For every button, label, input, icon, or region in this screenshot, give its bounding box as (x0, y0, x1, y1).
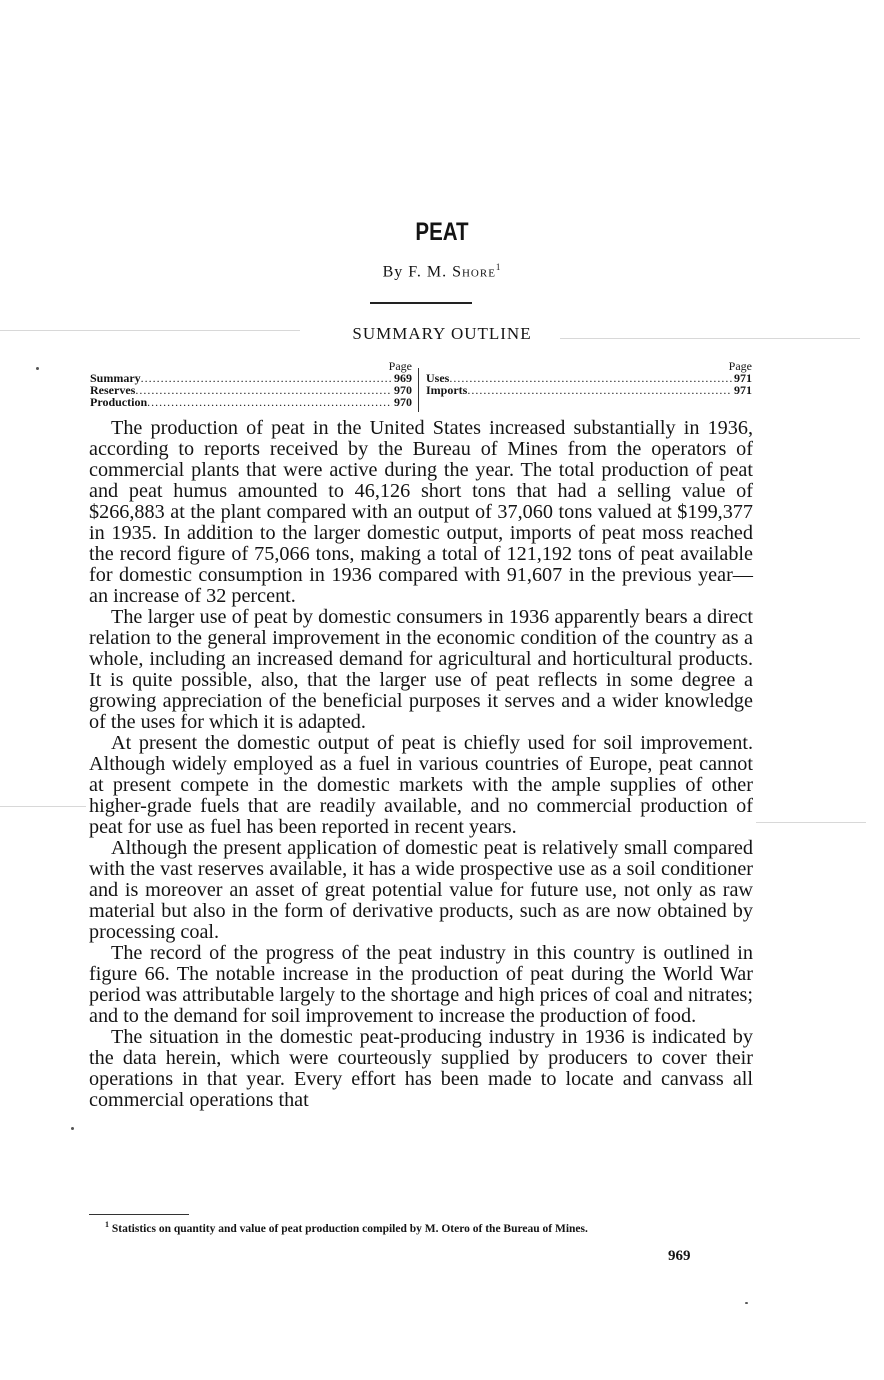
paragraph: The production of peat in the United States increased substantially in 1936, according to reports received by the Bureau of Mines from the operators of commercial plants that were active during the year. The total production of peat and peat humus amounted to 46,126 short tons that had a selling value of $266,883 at the plant compared with an output of 37,060 tons valued at $199,377 in 1935. In addition to the larger domestic output, imports of peat moss reached the record figure of 75,066 tons, making a total of 121,192 tons of peat available for domestic consumption in 1936 compared with 91,607 in the previous year—an increase of 32 percent. (89, 417, 753, 607)
outline-page-header: Page (388, 359, 412, 373)
byline-footnote-mark: 1 (495, 262, 502, 272)
leader-dots (147, 396, 392, 408)
page-number: 969 (668, 1248, 691, 1264)
outline-item-label: Production (90, 395, 148, 409)
outline-item-label: Uses (426, 371, 450, 385)
scan-artifact-line (0, 330, 300, 331)
author-surname: Shore (452, 263, 496, 281)
paragraph: The situation in the domestic peat-producing industry in 1936 is indicated by the data herein, which were courteously supplied by producers to cover their operations in that year. Every effort has been made to locate and canvass all commercial operations that (89, 1026, 753, 1111)
footnote-divider (89, 1214, 189, 1215)
outline-item (90, 372, 412, 384)
outline-item-label: Reserves (90, 383, 136, 397)
outline-item-page: 969 (394, 371, 412, 385)
outline-item (426, 384, 752, 396)
outline-page-header: Page (728, 359, 752, 373)
page-title: PEAT (415, 218, 469, 246)
outline-item-label: Summary (90, 371, 141, 385)
byline-prefix: By F. M. (382, 263, 448, 281)
outline-heading: SUMMARY OUTLINE (352, 324, 532, 343)
outline-item (426, 372, 752, 384)
scan-artifact-line (756, 822, 866, 823)
scan-speck (745, 1302, 748, 1304)
outline-item-label: Imports (426, 383, 468, 397)
outline-right-column (426, 360, 752, 396)
title-divider (370, 302, 472, 304)
byline (0, 262, 884, 281)
outline-item (90, 396, 412, 408)
leader-dots (449, 372, 732, 384)
scan-artifact-line (0, 806, 86, 807)
outline-item-page: 970 (394, 395, 412, 409)
leader-dots (467, 384, 732, 396)
outline-item-page: 971 (734, 371, 752, 385)
paragraph: Although the present application of domestic peat is relatively small compared with the vast reserves available, it has a wide prospective use as a soil conditioner and is moreover an asset of great potential value for future use, not only as raw material but also in the form of derivative products, such as are now obtained by processing coal. (89, 837, 753, 943)
paragraph: The larger use of peat by domestic consumers in 1936 apparently bears a direct relation to the general improvement in the economic condition of the country as a whole, including an increased demand for agricultural and horticultural products. It is quite possible, also, that the larger use of peat reflects in some degree a growing appreciation of the beneficial purposes it serves and a wider knowledge of the uses for which it is adapted. (89, 606, 753, 733)
scan-artifact-line (560, 338, 860, 339)
footnote (105, 1220, 765, 1235)
scan-speck (36, 367, 39, 370)
leader-dots (135, 384, 392, 396)
outline-item-page: 970 (394, 383, 412, 397)
body-text (89, 418, 753, 1111)
outline-left-column (90, 360, 412, 408)
outline-item-page: 971 (734, 383, 752, 397)
scan-speck (71, 1127, 74, 1130)
paragraph: At present the domestic output of peat is chiefly used for soil improvement. Although widely employed as a fuel in various countries of Europe, peat cannot at present compete in the domestic markets with the ample supplies of other higher-grade fuels that are readily available, and no commercial production of peat for use as fuel has been reported in recent years. (89, 732, 753, 838)
leader-dots (141, 372, 392, 384)
paragraph: The record of the progress of the peat industry in this country is outlined in figure 66. The notable increase in the production of peat during the World War period was attributable largely to the shortage and high prices of coal and nitrates; and to the demand for soil improvement to increase the production of food. (89, 942, 753, 1027)
footnote-text: Statistics on quantity and value of peat production compiled by M. Otero of the Bureau of Mines. (111, 1222, 588, 1235)
footnote-mark: 1 (105, 1220, 109, 1229)
outline-column-divider (418, 368, 419, 412)
